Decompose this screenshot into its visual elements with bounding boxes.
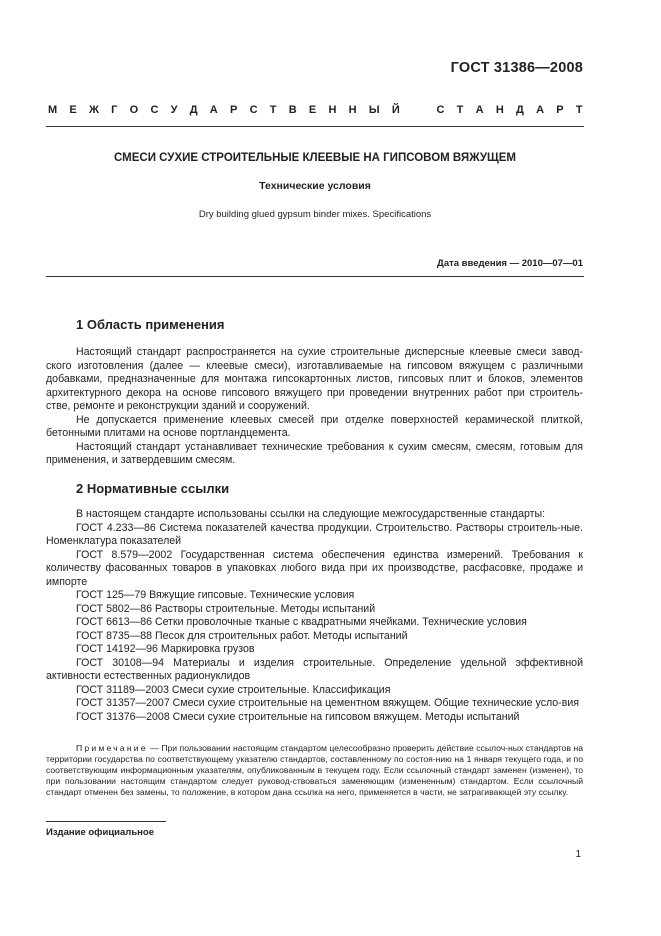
standard-type-letter: С [150,104,159,116]
section-1-paragraph: Не допускается применение клеевых смесей при отделке поверхностей керамической плиткой, бетонными плитами на основе портландцемента. [46,413,583,439]
standard-type-letter: Н [495,104,504,116]
reference-item: ГОСТ 8.579—2002 Государственная система обеспечения единства измерений. Требования к количеству фасованных товаров в упаковках любого вида при их производстве, расфасовке, продаже и импорте [46,548,583,588]
standard-type-letter: М [48,104,58,116]
standard-type-letter: О [129,104,139,116]
reference-item: ГОСТ 125—79 Вяжущие гипсовые. Технические условия [76,589,355,601]
section-1-body [46,346,583,468]
english-title: Dry building glued gypsum binder mixes. Specifications [198,209,432,220]
standard-type-letter: Ы [368,104,380,116]
standard-type-letter: В [288,104,297,116]
reference-item: ГОСТ 4.233—86 Система показателей качества продукции. Строительство. Растворы строитель-ные. Номенклатура показателей [46,521,583,547]
standard-type-letter: Н [328,104,337,116]
references-intro: В настоящем стандарте использованы ссылки на следующие межгосударственные стандарты: [76,508,546,520]
reference-item: ГОСТ 14192—96 Маркировка грузов [76,643,255,655]
reference-item: ГОСТ 8735—88 Песок для строительных работ. Методы испытаний [76,629,408,642]
standard-type-letter: Й [391,104,400,116]
standard-type-letter: Д [189,104,198,116]
standard-type-letter: А [209,104,218,116]
introduction-date: Дата введения — 2010—07—01 [437,258,583,269]
date-rule [46,276,584,277]
standard-type-letter: Т [456,104,464,116]
reference-item: ГОСТ 31189—2003 Смеси сухие строительные. Классификация [76,683,391,696]
reference-item: ГОСТ 5802—86 Растворы строительные. Методы испытаний [76,602,376,615]
reference-item: ГОСТ 30108—94 Материалы и изделия строительные. Определение удельной эффективной активности естественных радионуклидов [46,656,583,682]
standard-type-letter: Е [308,104,317,116]
standard-type-letter: Р [229,104,238,116]
section-1-paragraph: Настоящий стандарт устанавливает технические требования к сухим смесям, смесям, готовым для применения, и затвердевшим смесям. [46,440,583,466]
note-label: Примечание [76,743,148,753]
standard-type-letter: Г [111,104,118,116]
normative-references [46,508,583,724]
standard-type-letter: Р [556,104,564,116]
section-1-paragraph: Настоящий стандарт распространяется на сухие строительные дисперсные клеевые смеси завод-ского изготовления (далее — клеевые смеси), изготавливаемые на гипсовом вяжущем с различными добавками, предназначенные для монтажа гипсокартонных листов, гипсовых плит и блоков, элементов архитектурного декора на основе гипсового вяжущего при проведении внутренних работ при строитель-стве, ремонте и реконструкции зданий и сооружений. [46,346,583,412]
standard-type-letter: Ж [88,104,99,116]
section-1-heading: 1 Область применения [76,317,225,332]
standard-type-heading [48,104,583,116]
footer-rule [46,821,166,822]
standard-type-letter: А [475,104,484,116]
header-rule [46,126,584,127]
standard-type-letter: Е [69,104,77,116]
standard-type-letter: А [536,104,545,116]
note-text: — При пользовании настоящим стандартом целесообразно проверить действие ссылоч-ных стандартов на территории государства по соответствующему указателю стандартов, составленному по состоя-нию на 1 января текущего года, и по соответствующим информационным указателям, опубликованным в текущем году. Если ссылочный стандарт заменен (изменен), то при пользовании настоящим стандартом следует руковод-ствоваться заменяющим (измененным) стандартом. Если ссылочный стандарт отменен без замены, то положение, в котором дана ссылка на него, применяется в части, не затрагивающей эту ссылку. [46,743,583,798]
section-2-heading: 2 Нормативные ссылки [76,481,230,496]
reference-item: ГОСТ 31357—2007 Смеси сухие строительные на цементном вяжущем. Общие технические усло-вия [76,697,579,709]
standard-type-letter: Т [269,104,277,116]
note [46,743,583,798]
page-number: 1 [575,849,581,860]
standard-type-letter: Н [348,104,357,116]
edition-label: Издание официальное [46,827,154,838]
standard-type-letter: С [249,104,258,116]
standard-type-letter: Т [575,104,583,116]
standard-type-letter: С [436,104,445,116]
document-number: ГОСТ 31386—2008 [450,60,583,76]
reference-item: ГОСТ 6613—86 Сетки проволочные тканые с квадратными ячейками. Технические условия [76,616,527,628]
document-subtitle: Технические условия [259,180,371,192]
document-title: СМЕСИ СУХИЕ СТРОИТЕЛЬНЫЕ КЛЕЕВЫЕ НА ГИПСОВОМ ВЯЖУЩЕМ [113,152,516,164]
standard-type-letter: У [170,104,178,116]
reference-item: ГОСТ 31376—2008 Смеси сухие строительные на гипсовом вяжущем. Методы испытаний [76,710,520,723]
standard-type-letter: Д [516,104,524,116]
